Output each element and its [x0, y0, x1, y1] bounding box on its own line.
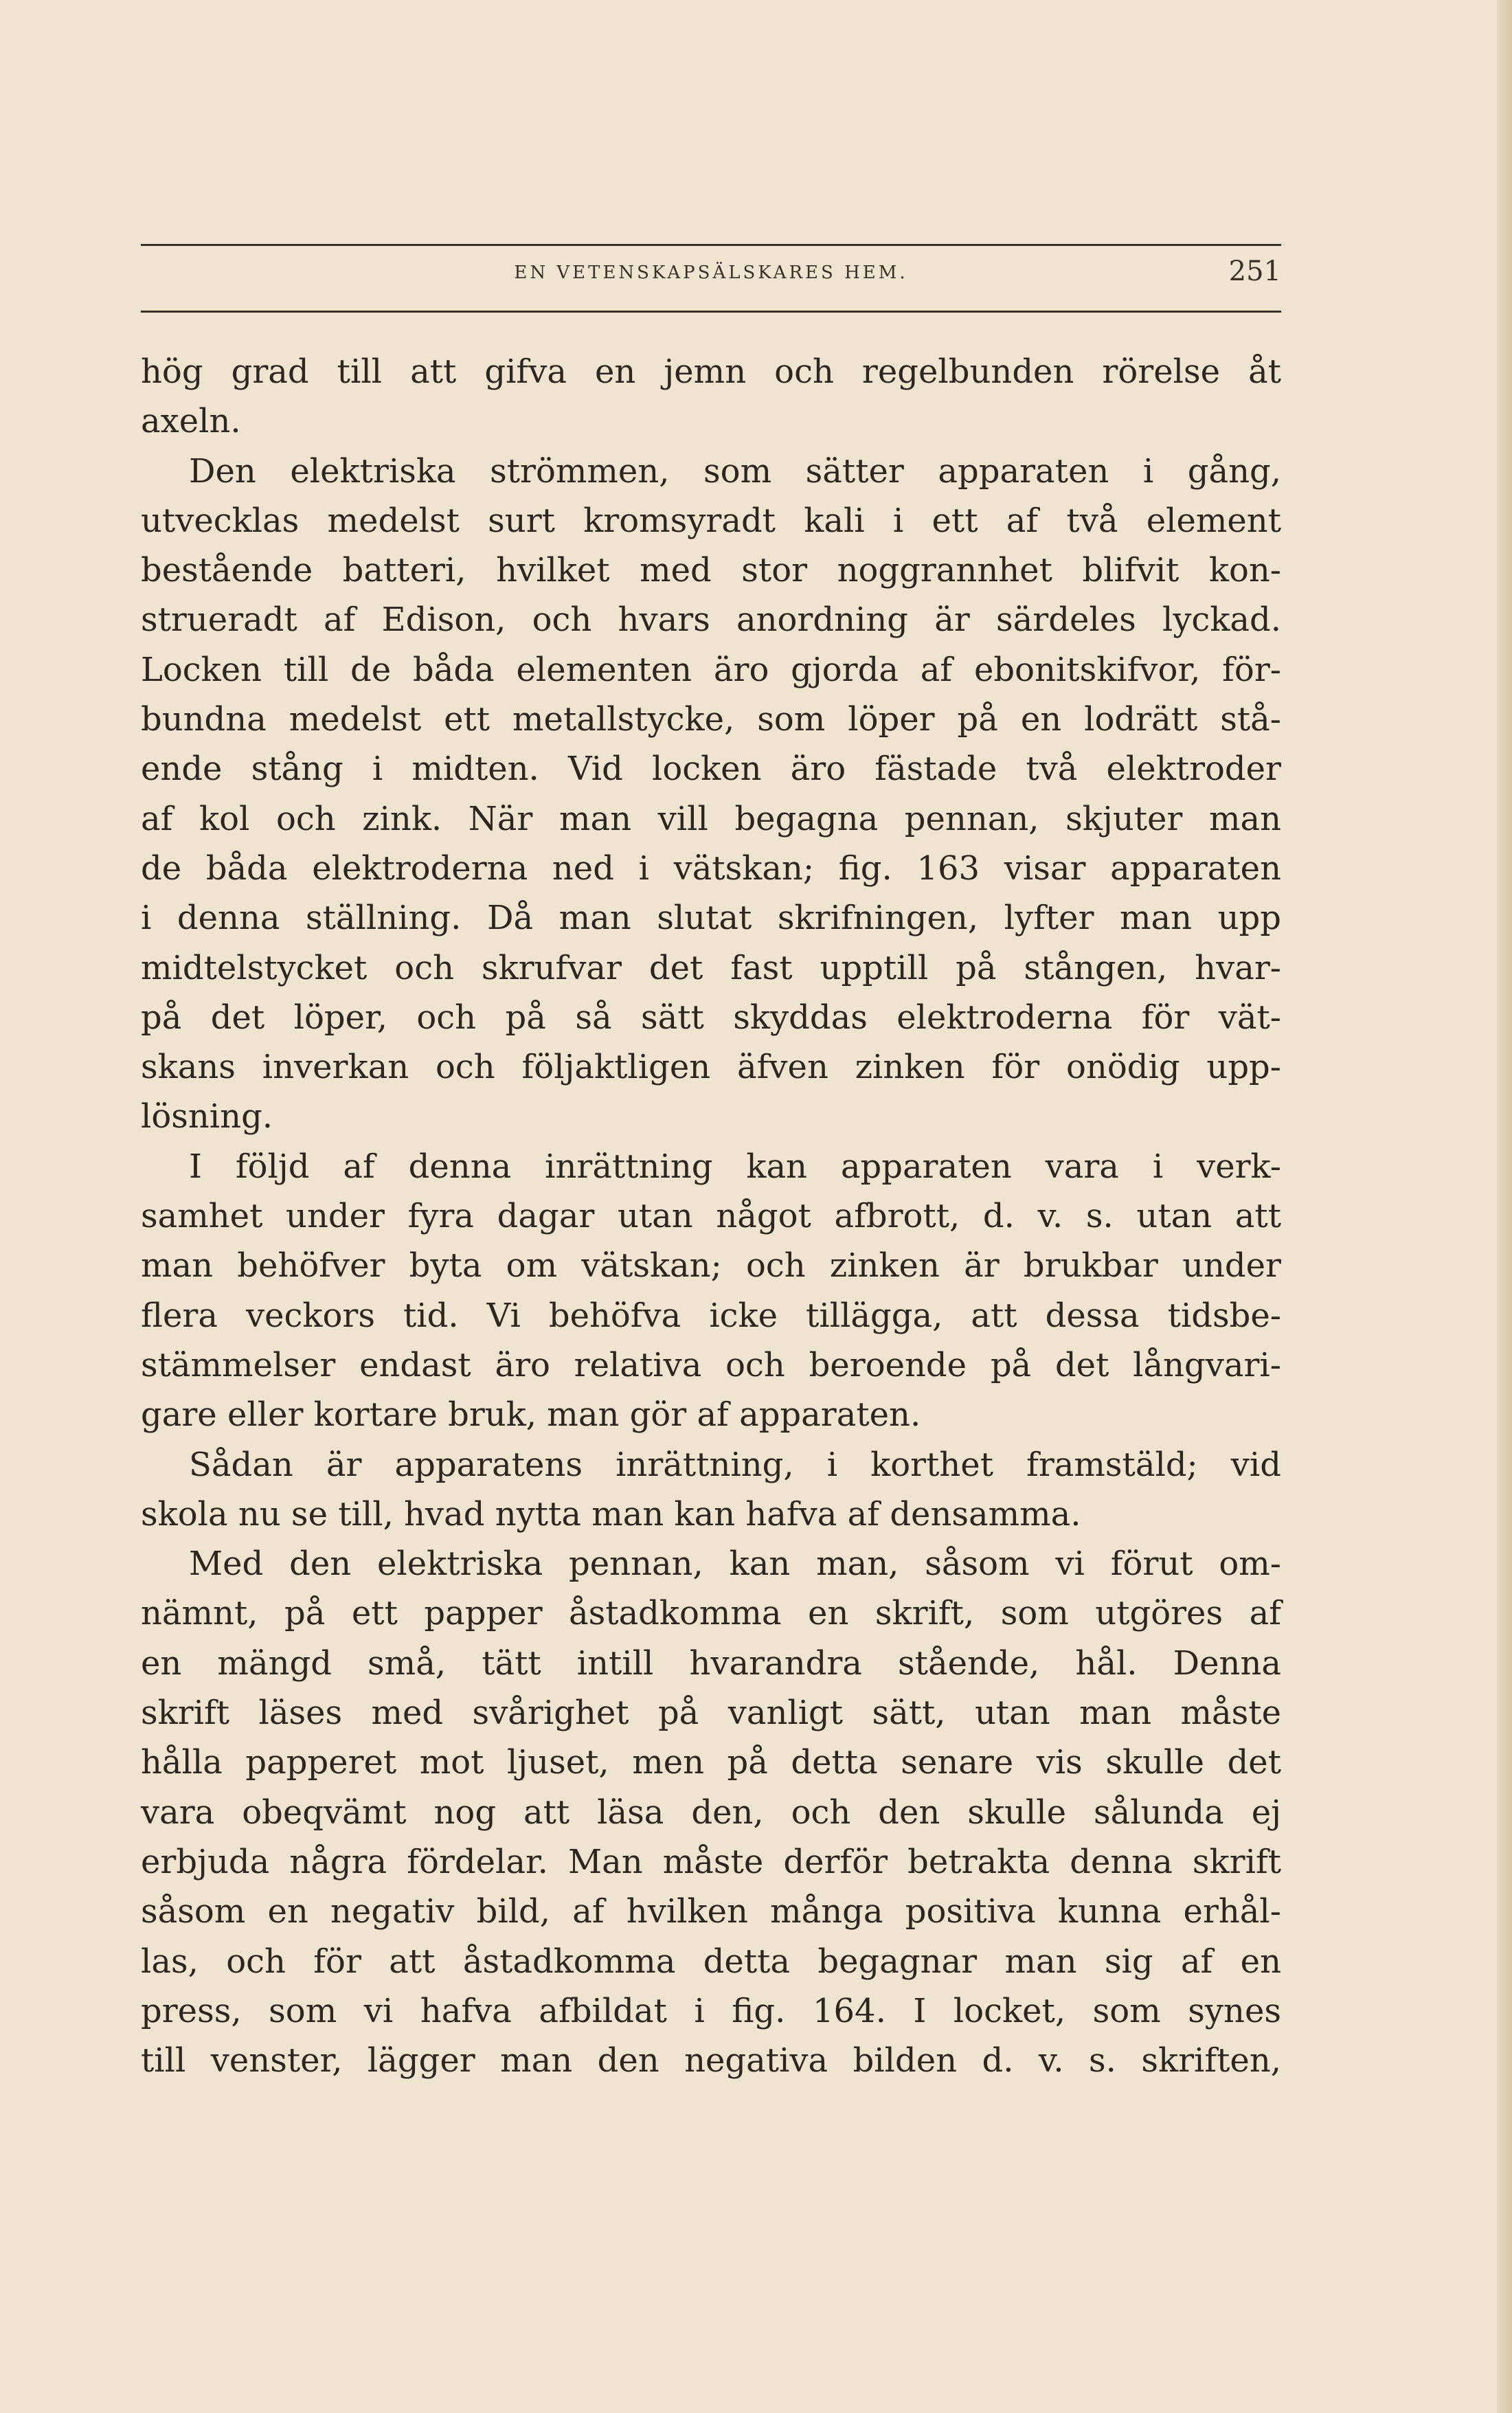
text-line: I följd af denna inrättning kan apparaten vara i verk- — [189, 1147, 1281, 1186]
text-line: bestående batteri, hvilket med stor noggrannhet blifvit kon- — [141, 551, 1281, 590]
running-head: EN VETENSKAPSÄLSKARES HEM. — [514, 262, 908, 283]
text-line: hög grad till att gifva en jemn och regelbunden rörelse åt — [141, 352, 1281, 391]
text-line: såsom en negativ bild, af hvilken många positiva kunna erhål- — [141, 1892, 1281, 1931]
text-line: till venster, lägger man den negativa bilden d. v. s. skriften, — [141, 2041, 1281, 2080]
page-number: 251 — [1228, 256, 1281, 287]
text-line: nämnt, på ett papper åstadkomma en skrift, som utgöres af — [141, 1594, 1281, 1633]
text-line: hålla papperet mot ljuset, men på detta senare vis skulle det — [141, 1743, 1281, 1782]
text-line: skans inverkan och följaktligen äfven zinken för onödig upp- — [141, 1048, 1281, 1087]
text-line: i denna ställning. Då man slutat skrifningen, lyfter man upp — [141, 899, 1281, 938]
text-line: bundna medelst ett metallstycke, som löper på en lodrätt stå- — [141, 700, 1281, 739]
text-line: Den elektriska strömmen, som sätter apparaten i gång, — [189, 451, 1281, 491]
text-line: axeln. — [141, 402, 241, 441]
text-line: ende stång i midten. Vid locken äro fästade två elektroder — [141, 750, 1281, 789]
text-line: man behöfver byta om vätskan; och zinken är brukbar under — [141, 1246, 1281, 1286]
text-line: Med den elektriska pennan, kan man, såsom vi förut om- — [189, 1545, 1281, 1584]
text-line: Locken till de båda elementen äro gjorda af ebonitskifvor, för- — [141, 650, 1281, 689]
text-line: på det löper, och på så sätt skyddas elektroderna för vät- — [141, 998, 1281, 1037]
text-line: flera veckors tid. Vi behöfva icke tillägga, att dessa tidsbe- — [141, 1296, 1281, 1335]
page-header — [141, 244, 1281, 313]
text-line: gare eller kortare bruk, man gör af apparaten. — [141, 1395, 921, 1435]
text-line: press, som vi hafva afbildat i fig. 164. I locket, som synes — [141, 1991, 1281, 2030]
text-line: strueradt af Edison, och hvars anordning är särdeles lyckad. — [141, 601, 1281, 640]
text-line: af kol och zink. När man vill begagna pennan, skjuter man — [141, 799, 1281, 838]
text-line: las, och för att åstadkomma detta begagnar man sig af en — [141, 1942, 1281, 1981]
text-line: stämmelser endast äro relativa och beroende på det långvari- — [141, 1345, 1281, 1384]
text-line: erbjuda några fördelar. Man måste derför betrakta denna skrift — [141, 1842, 1281, 1881]
text-line: utvecklas medelst surt kromsyradt kali i ett af två element — [141, 501, 1281, 540]
page-spine-shadow — [1497, 0, 1512, 2413]
text-line: skola nu se till, hvad nytta man kan hafva af densamma. — [141, 1494, 1081, 1534]
text-line: vara obeqvämt nog att läsa den, och den skulle sålunda ej — [141, 1793, 1281, 1832]
body-text — [141, 347, 1281, 2085]
text-line: en mängd små, tätt intill hvarandra stående, hål. Denna — [141, 1643, 1281, 1683]
text-line: skrift läses med svårighet på vanligt sätt, utan man måste — [141, 1694, 1281, 1733]
text-line: lösning. — [141, 1097, 273, 1136]
text-line: Sådan är apparatens inrättning, i korthet framstäld; vid — [189, 1445, 1281, 1484]
text-line: de båda elektroderna ned i vätskan; fig. 163 visar apparaten — [141, 849, 1281, 888]
text-line: midtelstycket och skrufvar det fast upptill på stången, hvar- — [141, 948, 1281, 987]
text-line: samhet under fyra dagar utan något afbrott, d. v. s. utan att — [141, 1197, 1281, 1236]
